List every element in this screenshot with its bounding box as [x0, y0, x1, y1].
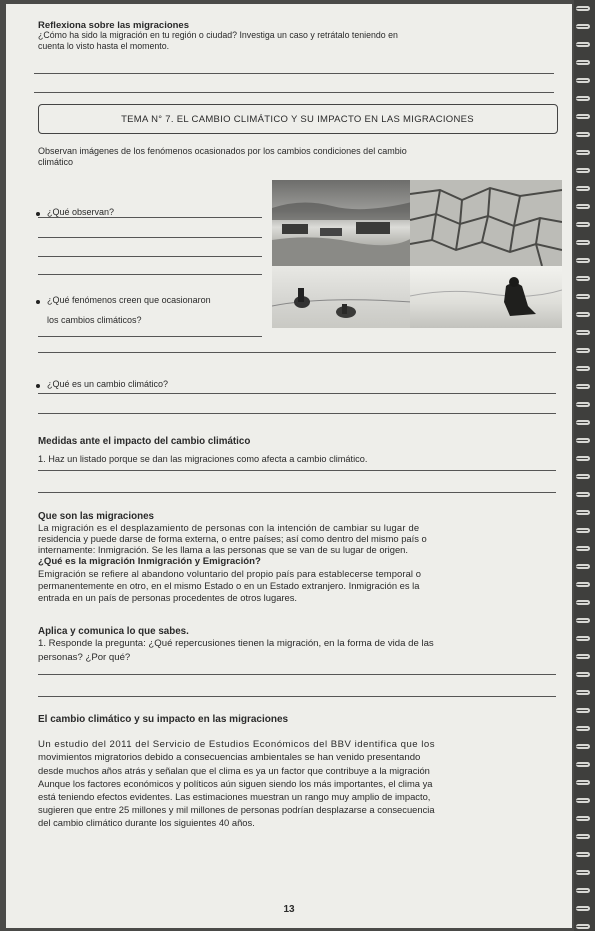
- spiral-ring: [576, 708, 590, 713]
- spiral-ring: [576, 204, 590, 209]
- bullet: [36, 384, 40, 388]
- spiral-ring: [576, 438, 590, 443]
- answer-line[interactable]: [38, 352, 556, 353]
- answer-line[interactable]: [38, 274, 262, 275]
- question-fenomenos-line2: los cambios climáticos?: [47, 315, 142, 325]
- notebook-spiral-binding: [574, 0, 595, 931]
- spiral-ring: [576, 330, 590, 335]
- question-fenomenos-line1: ¿Qué fenómenos creen que ocasionaron: [47, 295, 211, 305]
- observan-line2: climático: [38, 157, 74, 167]
- spiral-ring: [576, 6, 590, 11]
- spiral-ring: [576, 672, 590, 677]
- answer-line[interactable]: [38, 336, 262, 337]
- observan-line1: Observan imágenes de los fenómenos ocasionados por los cambios condiciones del cambio: [38, 146, 407, 156]
- spiral-ring: [576, 78, 590, 83]
- reflexiona-heading: Reflexiona sobre las migraciones: [38, 20, 190, 31]
- worksheet-page: [6, 4, 572, 928]
- question-cambio-climatico: ¿Qué es un cambio climático?: [47, 379, 169, 389]
- tema-title: TEMA N° 7. EL CAMBIO CLIMÁTICO Y SU IMPACTO EN LAS MIGRACIONES: [121, 114, 474, 125]
- spiral-ring: [576, 456, 590, 461]
- spiral-ring: [576, 276, 590, 281]
- answer-line[interactable]: [38, 470, 556, 471]
- spiral-ring: [576, 24, 590, 29]
- spiral-ring: [576, 168, 590, 173]
- spiral-ring: [576, 366, 590, 371]
- spiral-ring: [576, 816, 590, 821]
- medidas-item1: 1. Haz un listado porque se dan las migraciones como afecta a cambio climático.: [38, 454, 368, 464]
- spiral-ring: [576, 744, 590, 749]
- answer-line[interactable]: [38, 393, 556, 394]
- desert-person-image: [410, 266, 562, 328]
- spiral-ring: [576, 402, 590, 407]
- answer-line[interactable]: [38, 217, 262, 218]
- spiral-ring: [576, 474, 590, 479]
- spiral-ring: [576, 834, 590, 839]
- spiral-ring: [576, 582, 590, 587]
- bullet: [36, 212, 40, 216]
- spiral-ring: [576, 240, 590, 245]
- page-number: 13: [283, 904, 295, 915]
- impacto-line6: sugieren que entre 25 millones y mil millones de personas podrían desplazarse a consecuencia: [38, 804, 435, 815]
- migraciones-line4: Emigración se refiere al abandono voluntario del propio país para establecerse temporal o: [38, 568, 422, 579]
- spiral-ring: [576, 312, 590, 317]
- snow-storm-image: [272, 266, 412, 328]
- spiral-ring: [576, 726, 590, 731]
- spiral-ring: [576, 42, 590, 47]
- aplica-line1: 1. Responde la pregunta: ¿Qué repercusiones tienen la migración, en la forma de vida de las: [38, 638, 434, 649]
- answer-line[interactable]: [34, 92, 554, 93]
- spiral-ring: [576, 798, 590, 803]
- migraciones-line6: entrada en un país de personas procedentes de otros lugares.: [38, 592, 298, 603]
- spiral-ring: [576, 780, 590, 785]
- question-que-observan: ¿Qué observan?: [47, 207, 115, 217]
- spiral-ring: [576, 60, 590, 65]
- spiral-ring: [576, 96, 590, 101]
- impacto-line2: movimientos migratorios debido a consecuencias ambientales se han venido presentando: [38, 752, 421, 763]
- reflexiona-line1: ¿Cómo ha sido la migración en tu región o ciudad? Investiga un caso y retrátalo teniendo en: [38, 30, 398, 40]
- impacto-line7: del cambio climático durante los siguientes 40 años.: [38, 817, 255, 828]
- spiral-ring: [576, 420, 590, 425]
- impacto-line3: desde muchos años atrás y señalan que el clima es ya un factor que contribuye a la migración: [38, 765, 430, 776]
- spiral-ring: [576, 654, 590, 659]
- spiral-ring: [576, 510, 590, 515]
- migraciones-line1: La migración es el desplazamiento de personas con la intención de cambiar su lugar de: [38, 522, 420, 533]
- spiral-ring: [576, 384, 590, 389]
- answer-line[interactable]: [38, 696, 556, 697]
- spiral-ring: [576, 348, 590, 353]
- spiral-ring: [576, 564, 590, 569]
- spiral-ring: [576, 690, 590, 695]
- impacto-heading: El cambio climático y su impacto en las migraciones: [38, 714, 289, 725]
- migraciones-subheading: ¿Qué es la migración Inmigración y Emigración?: [38, 556, 261, 567]
- spiral-ring: [576, 186, 590, 191]
- spiral-ring: [576, 150, 590, 155]
- bullet: [36, 300, 40, 304]
- spiral-ring: [576, 132, 590, 137]
- spiral-ring: [576, 114, 590, 119]
- answer-line[interactable]: [38, 413, 556, 414]
- spiral-ring: [576, 870, 590, 875]
- dry-cracked-earth-image: [410, 180, 562, 266]
- spiral-ring: [576, 600, 590, 605]
- flood-image: [272, 180, 412, 266]
- migraciones-line5: permanentemente en otro, en el mismo Estado o en un Estado extranjero. Inmigración es la: [38, 580, 420, 591]
- spiral-ring: [576, 294, 590, 299]
- spiral-ring: [576, 636, 590, 641]
- aplica-heading: Aplica y comunica lo que sabes.: [38, 626, 189, 637]
- spiral-ring: [576, 222, 590, 227]
- impacto-line1: Un estudio del 2011 del Servicio de Estudios Económicos del BBV identifica que los: [38, 739, 436, 750]
- impacto-line4: Aunque los factores económicos y políticos aún siguen siendo los más importantes, el clima ya: [38, 778, 433, 789]
- spiral-ring: [576, 888, 590, 893]
- spiral-ring: [576, 852, 590, 857]
- reflexiona-line2: cuenta lo visto hasta el momento.: [38, 41, 170, 51]
- spiral-ring: [576, 924, 590, 929]
- spiral-ring: [576, 492, 590, 497]
- migraciones-heading: Que son las migraciones: [38, 511, 154, 522]
- migraciones-line2: residencia y puede darse de forma externa, o entre países; así como dentro del mismo país o: [38, 533, 427, 544]
- spiral-ring: [576, 906, 590, 911]
- answer-line[interactable]: [38, 674, 556, 675]
- migraciones-line3: internamente: Inmigración. Se les llama a las personas que se van de su lugar de origen.: [38, 544, 409, 555]
- answer-line[interactable]: [38, 237, 262, 238]
- tema-title-box: [38, 104, 558, 134]
- answer-line[interactable]: [38, 492, 556, 493]
- spiral-ring: [576, 762, 590, 767]
- spiral-ring: [576, 618, 590, 623]
- medidas-heading: Medidas ante el impacto del cambio climático: [38, 436, 251, 447]
- answer-line[interactable]: [38, 256, 262, 257]
- spiral-ring: [576, 546, 590, 551]
- spiral-ring: [576, 528, 590, 533]
- spiral-ring: [576, 258, 590, 263]
- answer-line[interactable]: [34, 73, 554, 74]
- impacto-line5: está teniendo efectos evidentes. Las estimaciones muestran un rango muy amplio de impacto,: [38, 791, 431, 802]
- aplica-line2: personas? ¿Por qué?: [38, 652, 131, 663]
